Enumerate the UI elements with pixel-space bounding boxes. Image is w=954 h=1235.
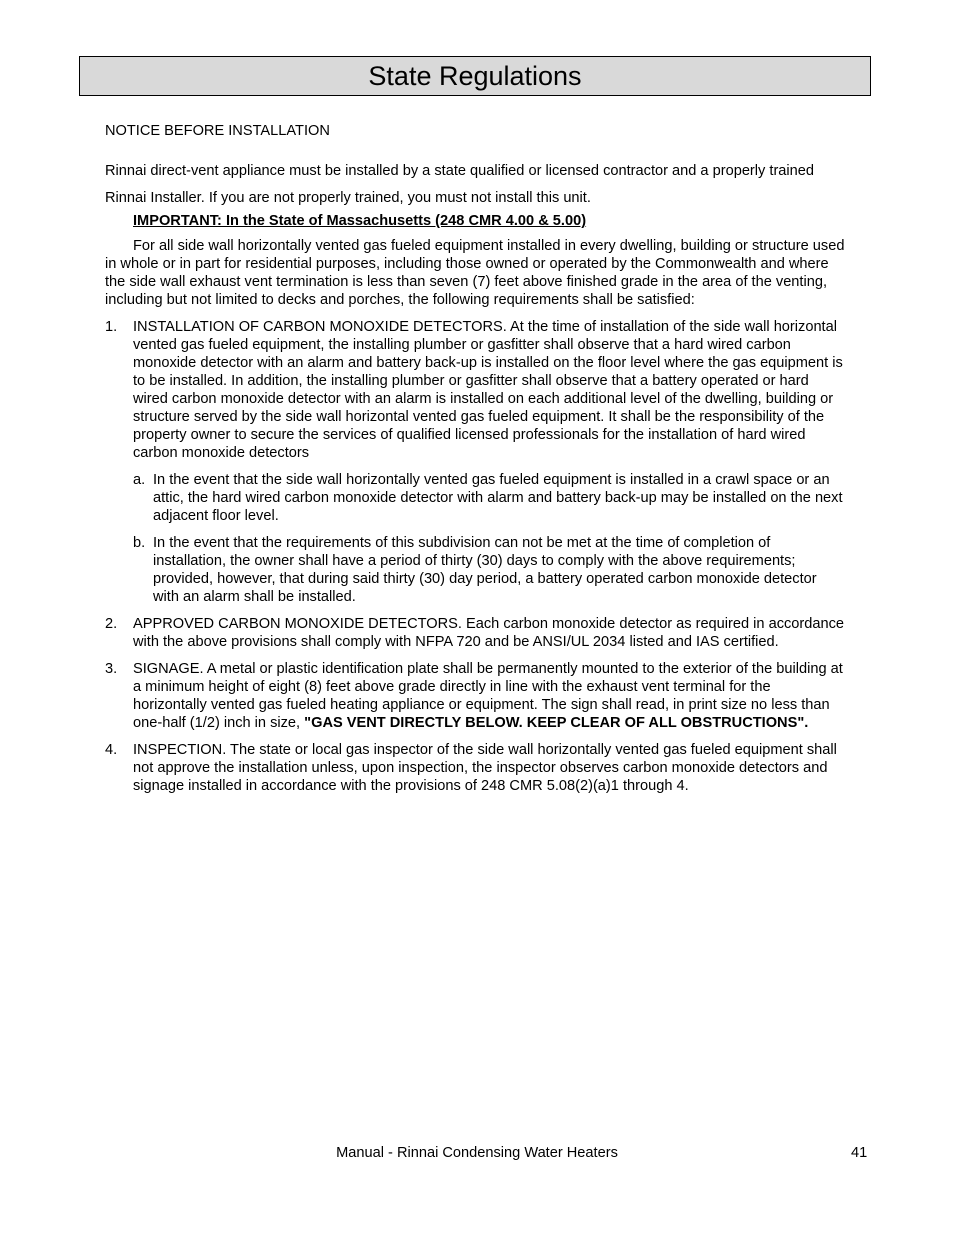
item-text: INSPECTION. The state or local gas inspector of the side wall horizontally vented gas fueled equipment shall not approve the installation unless, upon inspection, the inspector observes carbon monoxide detectors and signage installed in accordance with the provisions of 248 CMR 5.08(2)(a)1 through 4.	[133, 742, 837, 794]
page-title: State Regulations	[368, 60, 582, 91]
item-marker: 2.	[105, 616, 118, 632]
lead-paragraph: For all side wall horizontally vented gas fueled equipment installed in every dwelling, building or structure used in whole or in part for residential purposes, including those owned or operated by the Commonwealth and where the side wall exhaust vent termination is less than seven (7) feet above finished grade in the area of the venting, including but not limited to decks and porches, the following requirements shall be satisfied:	[105, 238, 845, 308]
item-text: APPROVED CARBON MONOXIDE DETECTORS. Each carbon monoxide detector as required in accordance with the above provisions shall comply with NFPA 720 and be ANSI/UL 2034 listed and IAS certified.	[133, 616, 845, 650]
footer-manual-title: Manual - Rinnai Condensing Water Heaters	[336, 1145, 618, 1161]
sub-item-a	[133, 471, 845, 525]
item-text: INSTALLATION OF CARBON MONOXIDE DETECTORS. At the time of installation of the side wall horizontal vented gas fueled equipment, the installing plumber or gasfitter shall observe that a hard wired carbon monoxide detector with an alarm and battery back-up is installed on the floor level where the gas equipment is to be installed. In addition, the installing plumber or gasfitter shall observe that a battery operated or hard wired carbon monoxide detector with an alarm is installed on each additional level of the dwelling, building or structure served by the side wall horizontal vented gas fueled equipment. It shall be the responsibility of the property owner to secure the services of qualified licensed professionals for the installation of hard wired carbon monoxide detectors	[133, 319, 843, 461]
sub-item-text: In the event that the requirements of this subdivision can not be met at the time of completion of installation, the owner shall have a period of thirty (30) days to comply with the above requirements; provided, however, that during said thirty (30) day period, a battery operated carbon monoxide detector with an alarm shall be installed.	[153, 535, 817, 605]
item-marker: 4.	[105, 742, 118, 758]
notice-heading: NOTICE BEFORE INSTALLATION	[105, 123, 330, 139]
document-body	[105, 122, 845, 804]
item-marker: 3.	[105, 661, 118, 677]
sign-text: "GAS VENT DIRECTLY BELOW. KEEP CLEAR OF ALL OBSTRUCTIONS".	[304, 715, 809, 731]
requirement-item-1	[105, 318, 845, 606]
sub-item-text: In the event that the side wall horizontally vented gas fueled equipment is installed in a crawl space or an attic, the hard wired carbon monoxide detector with alarm and battery back-up may be installed on the next adjacent floor level.	[153, 472, 843, 524]
requirement-item-4	[105, 741, 845, 795]
item-text: SIGNAGE. A metal or plastic identification plate shall be permanently mounted to the exterior of the building at a minimum height of eight (8) feet above grade directly in line with the exhaust vent terminal for the horizontally vented gas fueled heating appliance or equipment. The sign shall read, in print size no less than one-half (1/2) inch in size,	[133, 661, 843, 731]
sub-item-b	[133, 534, 845, 606]
sub-item-marker: b.	[133, 535, 146, 551]
important-heading: IMPORTANT: In the State of Massachusetts (248 CMR 4.00 & 5.00)	[133, 213, 587, 229]
requirement-item-3	[105, 660, 845, 732]
page-number: 41	[851, 1145, 868, 1161]
requirement-item-2	[105, 615, 845, 651]
intro-paragraph: Rinnai direct-vent appliance must be installed by a state qualified or licensed contractor and a properly trained Rinnai Installer. If you are not properly trained, you must not install this unit.	[105, 163, 815, 206]
page-title-banner	[79, 56, 871, 96]
item-marker: 1.	[105, 319, 118, 335]
sub-item-marker: a.	[133, 472, 146, 488]
